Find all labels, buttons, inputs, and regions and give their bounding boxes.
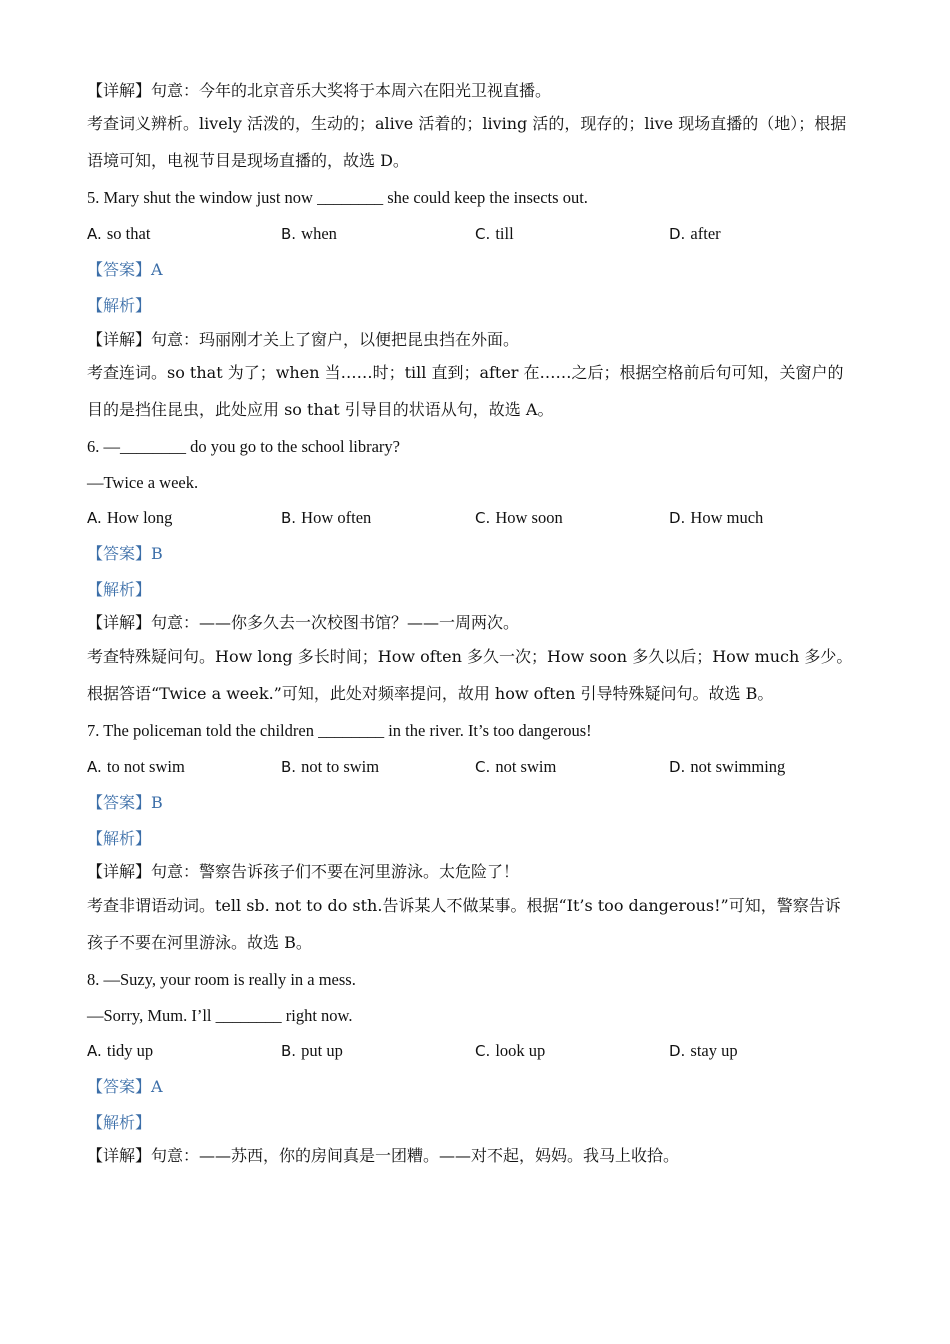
question-5-detail-line: 目的是挡住昆虫，此处应用 so that 引导目的状语从句，故选 A。	[87, 400, 554, 419]
question-7-detail-line: 【详解】句意：警察告诉孩子们不要在河里游泳。太危险了！	[87, 862, 520, 881]
question-7-detail-line: 孩子不要在河里游泳。故选 B。	[87, 933, 312, 952]
question-8-stem: 8. —Suzy, your room is really in a mess.	[87, 970, 356, 989]
question-5-detail-line: 【详解】句意：玛丽刚才关上了窗户，以便把昆虫挡在外面。	[87, 330, 520, 349]
option-text: How long	[106, 508, 173, 527]
option-letter: A.	[87, 1042, 102, 1060]
question-5-answer	[87, 259, 163, 281]
question-7-option-d	[669, 756, 785, 778]
question-8-option-a	[87, 1040, 153, 1062]
question-7-analysis-label: 【解析】	[87, 829, 152, 848]
option-letter: B.	[281, 758, 297, 776]
option-text: after	[690, 224, 721, 243]
question-6-detail-line: 【详解】句意：——你多久去一次校图书馆？——一周两次。	[87, 613, 520, 632]
question-5-stem: 5. Mary shut the window just now ________ she could keep the insects out.	[87, 188, 588, 207]
question-5-option-d	[669, 223, 721, 245]
question-8-analysis-label: 【解析】	[87, 1113, 152, 1132]
option-letter: A.	[87, 225, 102, 243]
option-text: till	[495, 224, 514, 243]
option-letter: A.	[87, 758, 102, 776]
option-letter: B.	[281, 225, 297, 243]
answer-label: 【答案】A	[87, 260, 163, 279]
option-letter: D.	[669, 758, 686, 776]
option-text: not swim	[495, 757, 557, 776]
option-text: so that	[106, 224, 151, 243]
question-6-reply: —Twice a week.	[87, 473, 199, 492]
question-8-reply: —Sorry, Mum. I’ll ________ right now.	[87, 1006, 353, 1025]
question-6-detail-line: 根据答语“Twice a week.”可知，此处对频率提问，故用 how often 引导特殊疑问句。故选 B。	[87, 684, 774, 703]
question-5-option-c	[475, 223, 514, 245]
option-letter: C.	[475, 758, 491, 776]
option-text: put up	[301, 1041, 343, 1060]
option-letter: C.	[475, 509, 491, 527]
option-text: How soon	[495, 508, 563, 527]
option-letter: D.	[669, 509, 686, 527]
option-letter: C.	[475, 1042, 491, 1060]
question-6-option-c	[475, 507, 563, 529]
question-7-option-b	[281, 756, 379, 778]
option-letter: C.	[475, 225, 491, 243]
question-6-option-d	[669, 507, 763, 529]
option-text: How often	[301, 508, 372, 527]
question-5-analysis-label: 【解析】	[87, 296, 152, 315]
question-8-answer	[87, 1076, 163, 1098]
question-8-option-d	[669, 1040, 738, 1062]
question-7-answer	[87, 792, 163, 814]
explanation-analysis-line: 考查词义辨析。lively 活泼的，生动的；alive 活着的；living 活的，现存的；live 现场直播的（地）；根据	[87, 114, 847, 133]
option-letter: D.	[669, 225, 686, 243]
option-text: How much	[690, 508, 764, 527]
option-letter: D.	[669, 1042, 686, 1060]
answer-label: 【答案】B	[87, 793, 163, 812]
option-text: not swimming	[690, 757, 786, 776]
option-letter: A.	[87, 509, 102, 527]
question-7-detail-line: 考查非谓语动词。tell sb. not to do sth.告诉某人不做某事。根据“It’s too dangerous!”可知，警察告诉	[87, 896, 841, 915]
question-7-option-c	[475, 756, 556, 778]
question-6-option-a	[87, 507, 172, 529]
question-6-answer	[87, 543, 163, 565]
answer-label: 【答案】A	[87, 1077, 163, 1096]
question-8-option-c	[475, 1040, 545, 1062]
question-5-detail-line: 考查连词。so that 为了；when 当……时；till 直到；after 在……之后；根据空格前后句可知，关窗户的	[87, 363, 844, 382]
question-7-option-a	[87, 756, 185, 778]
option-letter: B.	[281, 1042, 297, 1060]
option-text: to not swim	[106, 757, 185, 776]
option-text: stay up	[690, 1041, 738, 1060]
question-7-stem: 7. The policeman told the children ________ in the river. It’s too dangerous!	[87, 721, 592, 740]
question-6-detail-line: 考查特殊疑问句。How long 多长时间；How often 多久一次；How soon 多久以后；How much 多少。	[87, 647, 853, 666]
answer-label: 【答案】B	[87, 544, 163, 563]
question-6-analysis-label: 【解析】	[87, 580, 152, 599]
question-5-option-b	[281, 223, 337, 245]
explanation-analysis-line: 语境可知，电视节目是现场直播的，故选 D。	[87, 151, 409, 170]
option-text: look up	[495, 1041, 546, 1060]
question-8-detail-line: 【详解】句意：——苏西，你的房间真是一团糟。——对不起，妈妈。我马上收拾。	[87, 1146, 680, 1165]
option-letter: B.	[281, 509, 297, 527]
question-6-option-b	[281, 507, 371, 529]
option-text: when	[301, 224, 337, 243]
option-text: tidy up	[106, 1041, 154, 1060]
question-6-stem: 6. —________ do you go to the school library?	[87, 437, 401, 456]
explanation-detail-line: 【详解】句意：今年的北京音乐大奖将于本周六在阳光卫视直播。	[87, 81, 552, 100]
option-text: not to swim	[301, 757, 380, 776]
question-8-option-b	[281, 1040, 343, 1062]
question-5-option-a	[87, 223, 150, 245]
